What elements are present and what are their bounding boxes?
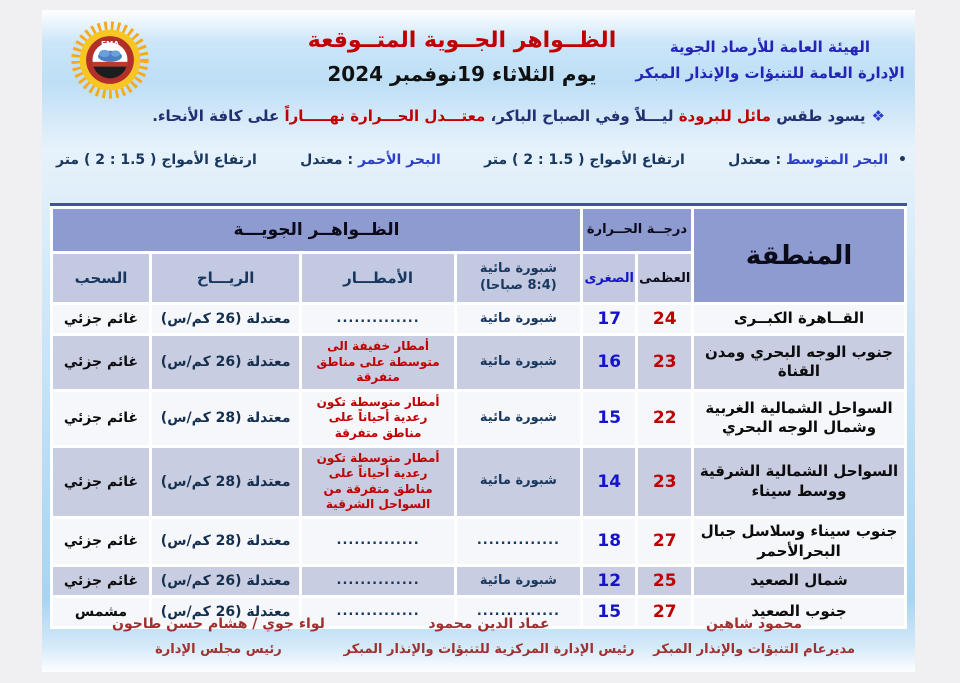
- table-row: [53, 519, 904, 564]
- max-temp-cell: 25: [638, 567, 691, 595]
- rain-cell: ..............: [302, 519, 453, 564]
- sea-state-row: [42, 152, 915, 168]
- column-header-wind: الريـــاح: [152, 254, 299, 302]
- wind-cell: معتدلة (26 كم/س): [152, 598, 299, 626]
- max-temp-cell: 27: [638, 598, 691, 626]
- clouds-cell: غائم جزئي: [53, 305, 149, 333]
- max-temp-cell: 23: [638, 448, 691, 516]
- clouds-cell: غائم جزئي: [53, 448, 149, 516]
- rain-cell: ..............: [302, 598, 453, 626]
- table-row: [53, 336, 904, 389]
- fog-cell: شبورة مائية: [457, 392, 580, 445]
- wind-cell: معتدلة (28 كم/س): [152, 448, 299, 516]
- clouds-cell: غائم جزئي: [53, 519, 149, 564]
- table-group-header-row: [53, 209, 904, 251]
- table-body: [53, 305, 904, 626]
- wave-height-red-sea: ارتفاع الأمواج ( 1.5 : 2 ) متر: [56, 152, 257, 168]
- min-temp-cell: 15: [583, 598, 636, 626]
- max-temp-cell: 23: [638, 336, 691, 389]
- table-row: [53, 448, 904, 516]
- clouds-cell: غائم جزئي: [53, 392, 149, 445]
- column-group-phenomena: الظــواهــر الجويـــة: [53, 209, 580, 251]
- forecast-table: [50, 203, 907, 629]
- signature-row: [42, 616, 915, 657]
- wave-height-mediterranean: ارتفاع الأمواج ( 1.5 : 2 ) متر: [484, 152, 685, 168]
- max-temp-cell: 24: [638, 305, 691, 333]
- title-block: [297, 28, 627, 86]
- fog-cell: شبورة مائية: [457, 305, 580, 333]
- org-department: الإدارة العامة للتنبؤات والإنذار المبكر: [635, 64, 905, 83]
- fog-cell: شبورة مائية: [457, 336, 580, 389]
- min-temp-cell: 17: [583, 305, 636, 333]
- dot-bullet-icon: •: [898, 152, 907, 168]
- region-cell: جنوب سيناء وسلاسل جبال البحرالأحمر: [694, 519, 904, 564]
- column-header-max-temp: العظمى: [638, 254, 691, 302]
- clouds-cell: مشمس: [53, 598, 149, 626]
- clouds-cell: غائم جزئي: [53, 336, 149, 389]
- rain-cell: أمطار متوسطة تكون رعدية أحياناً على مناطق متفرقة: [302, 392, 453, 445]
- note-segment: معتـــدل الحـــرارة نهـــــاراً: [279, 107, 486, 125]
- table-row: [53, 392, 904, 445]
- region-cell: شمال الصعيد: [694, 567, 904, 595]
- rain-cell: ..............: [302, 305, 453, 333]
- wind-cell: معتدلة (26 كم/س): [152, 336, 299, 389]
- column-group-temperature: درجــة الحــرارة: [583, 209, 691, 251]
- org-name: الهيئة العامة للأرصاد الجوية: [669, 38, 871, 56]
- min-temp-cell: 16: [583, 336, 636, 389]
- max-temp-cell: 22: [638, 392, 691, 445]
- column-header-clouds: السحب: [53, 254, 149, 302]
- min-temp-cell: 12: [583, 567, 636, 595]
- logo-text: EMA: [100, 39, 120, 49]
- wind-cell: معتدلة (26 كم/س): [152, 567, 299, 595]
- weather-summary-note: [42, 106, 915, 127]
- rain-cell: أمطار خفيفة الى متوسطة على مناطق متفرقة: [302, 336, 453, 389]
- region-cell: جنوب الوجه البحري ومدن القناة: [694, 336, 904, 389]
- sun-emblem-icon: [60, 14, 160, 106]
- note-segment: على كافة الأنحاء.: [152, 107, 280, 125]
- column-header-min-temp: الصغرى: [583, 254, 636, 302]
- region-cell: السواحل الشمالية الشرقية ووسط سيناء: [694, 448, 904, 516]
- ema-logo: [60, 14, 160, 106]
- organization-block: [635, 34, 905, 87]
- fog-cell: شبورة مائية: [457, 448, 580, 516]
- fog-cell: ..............: [457, 519, 580, 564]
- signature-board-chairman: لواء جوي / هشام حسن طاحون رئيس مجلس الإدارة: [112, 616, 325, 657]
- note-segment: مائل للبرودة: [673, 107, 771, 125]
- forecast-sheet: [42, 10, 915, 672]
- forecast-date: يوم الثلاثاء 19نوفمبر 2024: [327, 62, 597, 86]
- fog-cell: شبورة مائية: [457, 567, 580, 595]
- max-temp-cell: 27: [638, 519, 691, 564]
- sea-state-mediterranean: • البحر المتوسط : معتدل: [728, 152, 907, 168]
- note-text: [152, 107, 865, 125]
- sea-state-red-sea: البحر الأحمر : معتدل: [300, 152, 441, 168]
- note-segment: يسود طقس: [770, 107, 866, 125]
- column-header-rain: الأمطـــار: [302, 254, 453, 302]
- column-header-fog: شبورة مائية (8:4 صباحا): [457, 254, 580, 302]
- clouds-cell: غائم جزئي: [53, 567, 149, 595]
- fog-cell: ..............: [457, 598, 580, 626]
- rain-cell: ..............: [302, 567, 453, 595]
- signature-central-admin-head: عماد الدين محمود رئيس الإدارة المركزية للتنبؤات والإنذار المبكر: [343, 616, 635, 657]
- table-row: [53, 305, 904, 333]
- diamond-bullet-icon: ❖: [871, 107, 885, 125]
- min-temp-cell: 15: [583, 392, 636, 445]
- wind-cell: معتدلة (26 كم/س): [152, 305, 299, 333]
- region-cell: جنوب الصعيد: [694, 598, 904, 626]
- page-title: الظــواهر الجــوية المتــوقعة: [307, 28, 617, 53]
- min-temp-cell: 14: [583, 448, 636, 516]
- wind-cell: معتدلة (28 كم/س): [152, 519, 299, 564]
- min-temp-cell: 18: [583, 519, 636, 564]
- table-row: [53, 567, 904, 595]
- note-segment: ليـــلاً وفي الصباح الباكر،: [485, 107, 674, 125]
- wind-cell: معتدلة (28 كم/س): [152, 392, 299, 445]
- region-cell: السواحل الشمالية الغربية وشمال الوجه البحري: [694, 392, 904, 445]
- region-cell: القــاهرة الكبــرى: [694, 305, 904, 333]
- column-header-region: المنطقة: [694, 209, 904, 302]
- signature-forecast-director: محمود شاهين مديرعام التنبؤات والإنذار المبكر: [653, 616, 855, 657]
- rain-cell: أمطار متوسطة تكون رعدية أحياناً على مناطق متفرقة من السواحل الشرقية: [302, 448, 453, 516]
